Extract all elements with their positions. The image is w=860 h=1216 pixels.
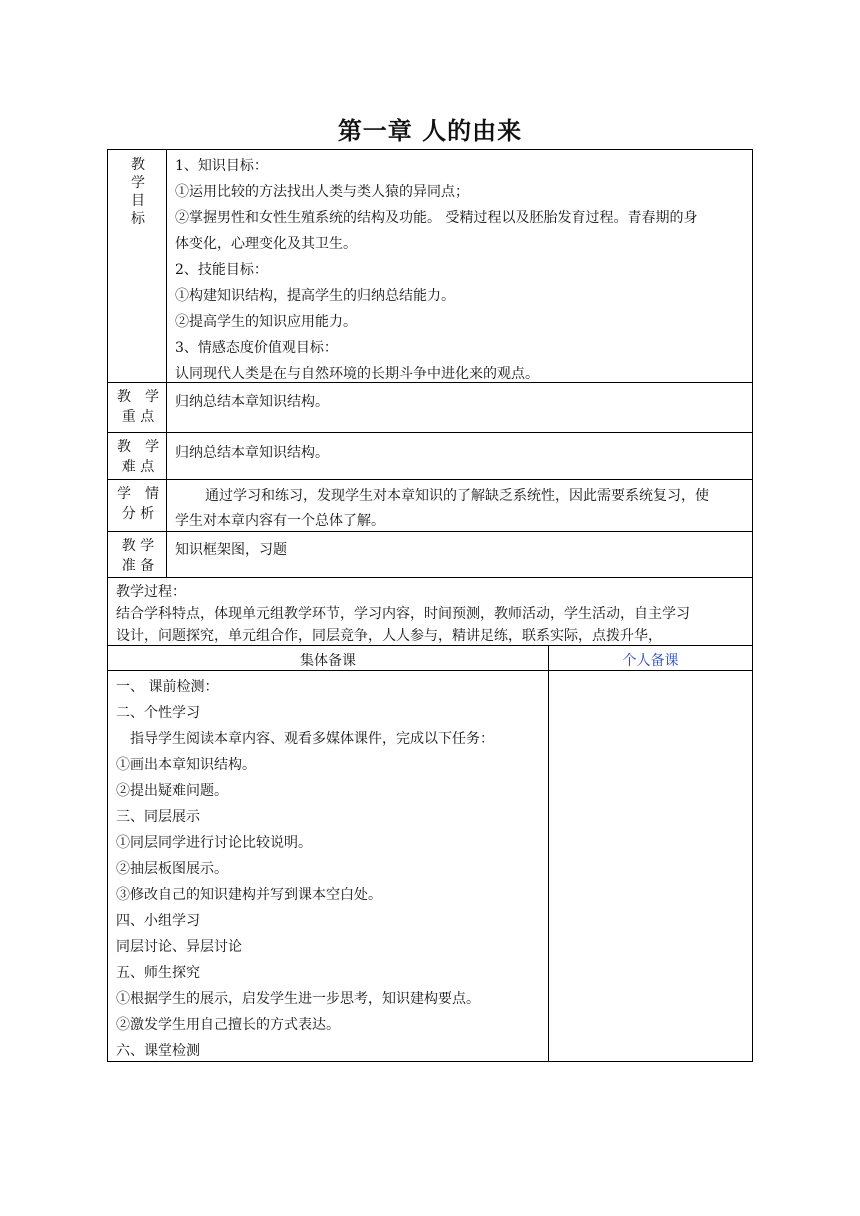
objective-line: 3、情感态度价值观目标： — [175, 340, 338, 356]
analysis-content-cell — [166, 479, 753, 532]
personal-body-cell — [548, 670, 753, 1062]
key-points-content: 归纳总结本章知识结构。 — [175, 394, 329, 410]
personal-header: 个人备课 — [622, 653, 679, 669]
difficulties-label: 教 学 难 点 — [117, 439, 159, 475]
difficulties-label-cell — [107, 432, 167, 480]
plan-line: 三、同层展示 — [116, 809, 200, 825]
objectives-label: 教 学 目 标 — [131, 157, 145, 227]
objective-line: ②掌握男性和女性生殖系统的结构及功能。 受精过程以及胚胎发育过程。青春期的身 — [175, 210, 698, 226]
plan-line: ①根据学生的展示，启发学生进一步思考，知识建构要点。 — [116, 991, 480, 1007]
collective-lines — [116, 674, 494, 1064]
objective-line: ②提高学生的知识应用能力。 — [175, 314, 357, 330]
plan-line: 一、 课前检测： — [116, 679, 219, 695]
plan-line: 五、师生探究 — [116, 965, 200, 981]
plan-line: 指导学生阅读本章内容、观看多媒体课件，完成以下任务： — [116, 731, 494, 747]
difficulties-content-cell — [166, 432, 753, 480]
objective-line: ①运用比较的方法找出人类与类人猿的异同点； — [175, 184, 469, 200]
plan-line: ①同层同学进行讨论比较说明。 — [116, 835, 312, 851]
objective-line: 体变化，心理变化及其卫生。 — [175, 236, 357, 252]
page-title: 第一章 人的由来 — [337, 117, 523, 145]
collective-header-cell — [107, 645, 549, 671]
objectives-content-cell — [166, 149, 753, 383]
preparation-label-cell — [107, 531, 167, 578]
key-points-content-cell — [166, 382, 753, 433]
preparation-label: 教 学 准 备 — [121, 538, 155, 574]
analysis-line-1: 通过学习和练习，发现学生对本章知识的了解缺乏系统性，因此需要系统复习，使 — [205, 488, 709, 504]
plan-line: 六、课堂检测 — [116, 1043, 200, 1059]
objective-line: 2、技能目标： — [175, 262, 268, 278]
objective-line: 1、知识目标： — [175, 158, 268, 174]
plan-line: 四、小组学习 — [116, 913, 200, 929]
analysis-label: 学 情 分 析 — [117, 486, 159, 522]
plan-line: 二、个性学习 — [116, 705, 200, 721]
analysis-line-2: 学生对本章内容有一个总体了解。 — [175, 513, 385, 529]
objectives-text — [175, 153, 697, 387]
personal-header-cell — [548, 645, 753, 671]
objective-line: ①构建知识结构，提高学生的归纳总结能力。 — [175, 288, 455, 304]
process-line-1: 结合学科特点，体现单元组教学环节，学习内容，时间预测，教师活动，学生活动，自主学习 — [116, 606, 690, 622]
plan-line: ②激发学生用自己擅长的方式表达。 — [116, 1017, 340, 1033]
plan-line: ②提出疑难问题。 — [116, 783, 228, 799]
process-heading: 教学过程： — [116, 584, 186, 600]
difficulties-content: 归纳总结本章知识结构。 — [175, 445, 329, 461]
plan-line: 同层讨论、异层讨论 — [116, 939, 242, 955]
plan-line: ③修改自己的知识建构并写到课本空白处。 — [116, 887, 382, 903]
analysis-label-cell — [107, 479, 167, 532]
objective-line: 认同现代人类是在与自然环境的长期斗争中进化来的观点。 — [175, 366, 539, 382]
objectives-label-cell — [107, 149, 167, 383]
collective-body-cell — [107, 670, 549, 1062]
plan-line: ①画出本章知识结构。 — [116, 757, 256, 773]
process-cell — [107, 577, 753, 646]
key-points-label: 教 学 重 点 — [117, 389, 159, 425]
preparation-content-cell — [166, 531, 753, 578]
collective-header: 集体备课 — [300, 653, 356, 669]
preparation-content: 知识框架图，习题 — [175, 542, 287, 558]
process-line-2: 设计，问题探究，单元组合作，同层竞争，人人参与，精讲足练，联系实际，点拨升华， — [116, 628, 662, 644]
key-points-label-cell — [107, 382, 167, 433]
plan-line: ②抽层板图展示。 — [116, 861, 228, 877]
